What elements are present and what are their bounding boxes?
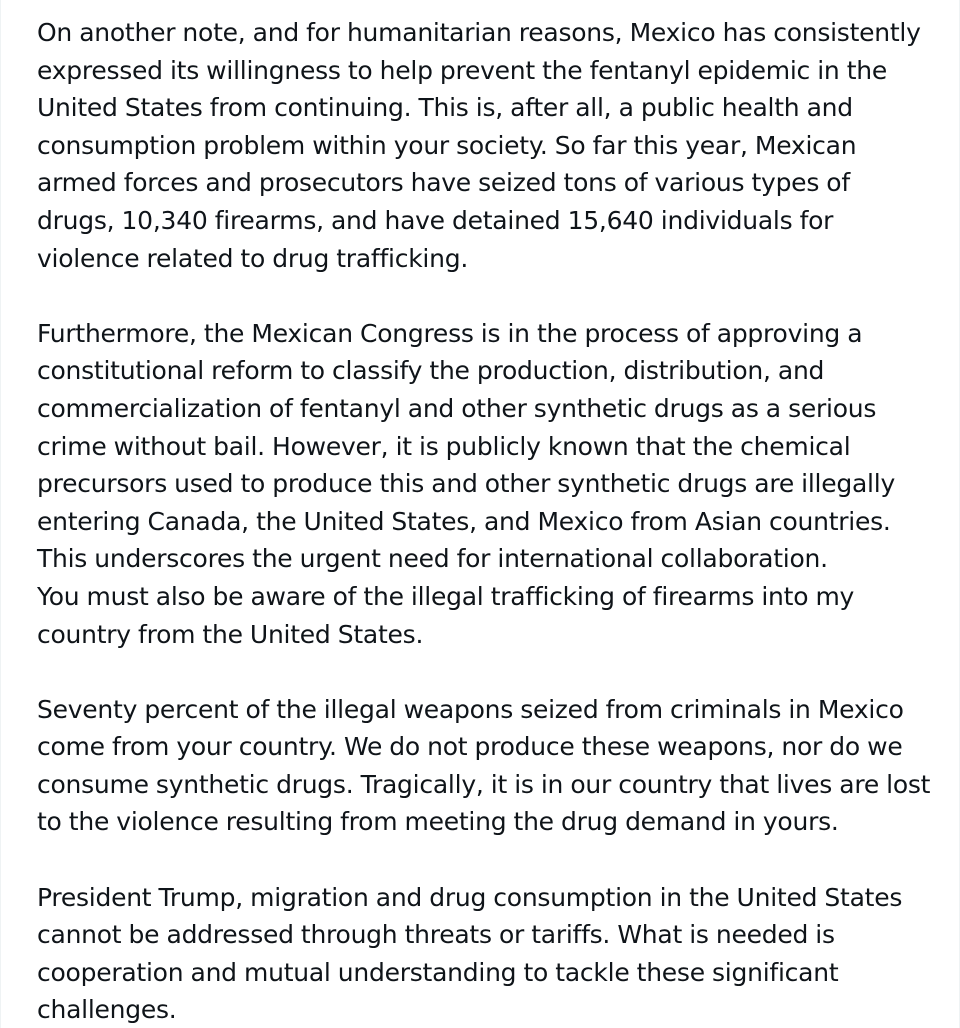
paragraph-congress [37, 315, 937, 653]
text-line: entering Canada, the United States, and Mexico from Asian countries. [37, 506, 891, 536]
paragraph-humanitarian [37, 14, 937, 277]
text-line: armed forces and prosecutors have seized tons of various types of [37, 168, 850, 198]
text-line: precursors used to produce this and other synthetic drugs are illegally [37, 469, 895, 499]
text-line: challenges. [37, 995, 177, 1025]
text-line: commercialization of fentanyl and other synthetic drugs as a serious [37, 393, 877, 423]
post-text [37, 14, 937, 1028]
text-line: United States from continuing. This is, after all, a public health and [37, 93, 853, 123]
text-line: constitutional reform to classify the production, distribution, and [37, 356, 825, 386]
text-line: You must also be aware of the illegal trafficking of firearms into my [37, 581, 855, 611]
text-line: Furthermore, the Mexican Congress is in the process of approving a [37, 318, 863, 348]
text-line: cannot be addressed through threats or tariffs. What is needed is [37, 920, 835, 950]
text-line: country from the United States. [37, 619, 424, 649]
text-line: Seventy percent of the illegal weapons seized from criminals in Mexico [37, 694, 904, 724]
text-line: This underscores the urgent need for international collaboration. [37, 544, 828, 574]
text-line: crime without bail. However, it is publicly known that the chemical [37, 431, 851, 461]
paragraph-weapons [37, 691, 937, 841]
text-line: violence related to drug trafficking. [37, 243, 469, 273]
text-line: consumption problem within your society. So far this year, Mexican [37, 130, 857, 160]
text-line: President Trump, migration and drug consumption in the United States [37, 882, 903, 912]
text-line: to the violence resulting from meeting the drug demand in yours. [37, 807, 839, 837]
paragraph-cooperation [37, 879, 937, 1028]
text-line: expressed its willingness to help prevent the fentanyl epidemic in the [37, 55, 887, 85]
text-line: drugs, 10,340 firearms, and have detained 15,640 individuals for [37, 205, 834, 235]
text-line: On another note, and for humanitarian reasons, Mexico has consistently [37, 18, 921, 47]
text-line: cooperation and mutual understanding to tackle these significant [37, 957, 839, 987]
text-line: come from your country. We do not produce these weapons, nor do we [37, 732, 903, 762]
text-line: consume synthetic drugs. Tragically, it is in our country that lives are lost [37, 769, 931, 799]
